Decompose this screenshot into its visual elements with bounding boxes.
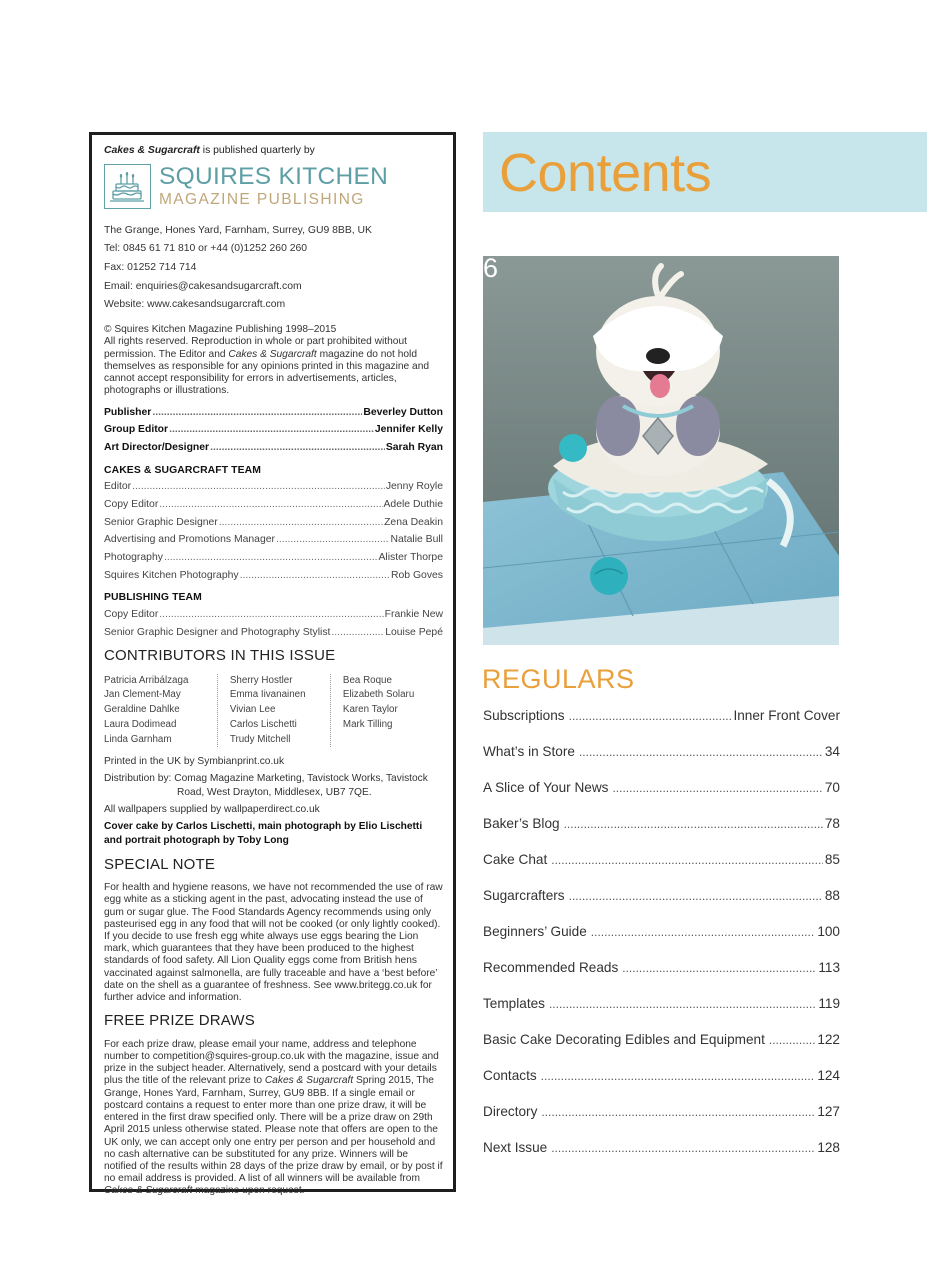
special-note-heading: SPECIAL NOTE	[104, 855, 216, 873]
contents-header-band	[483, 132, 927, 212]
toc-item[interactable]: Cake Chat ..... 85	[483, 852, 840, 888]
staff-row: Advertising and Promotions Manager ..... Natalie Bull	[104, 534, 443, 547]
prize-draws-body: For each prize draw, please email your name, address and telephone number to competition@squires-group.co.uk with the magazine, issue and prize in the subject header. Alternatively, send a postcard with your details plus the title of the relevant prize to Cakes & Sugarcraft Spring 2015, The Grange, Hones Yard, Farnham, Surrey, GU9 8BB. If a single email or postcard contains a request to enter more than one prize draw, it will be entered in the first draw specified only. There will be a prize draw on 29th April 2015 unless otherwise stated. Please note that offers are open to the UK only, we can accept only one entry per person and per household and no cash alternative can be substituted for any prize. Winners will be notified of the results within 28 days of the prize draw by email, or by post if no email address is provided. A list of all winners will be available from Cakes & Sugarcraft magazine upon request.	[104, 1038, 443, 1197]
contributors-column-1: Patricia Arribálzaga Jan Clement-May Geraldine Dahlke Laura Dodimead Linda Garnham	[104, 674, 189, 745]
toc-item[interactable]: Next Issue ..... 128	[483, 1140, 840, 1176]
page-title: Contents	[499, 143, 712, 203]
distribution: Distribution by: Comag Magazine Marketing, Tavistock Works, Tavistock Road, West Drayton, Middlesex, UB7 7QE.	[104, 773, 428, 798]
toc-item[interactable]: Sugarcrafters ..... 88	[483, 888, 840, 924]
toc-item[interactable]: Recommended Reads ..... 113	[483, 960, 840, 996]
toc-item[interactable]: Baker’s Blog ..... 78	[483, 816, 840, 852]
staff-row: Senior Graphic Designer and Photography Stylist ..... Louise Pepé	[104, 627, 443, 640]
fax: Fax: 01252 714 714	[104, 262, 197, 274]
contributors-column-3: Bea Roque Elizabeth Solaru Karen Taylor Mark Tilling	[330, 674, 443, 747]
contributors-column-2: Sherry Hostler Emma Iivanainen Vivian Lee Carlos Lischetti Trudy Mitchell	[217, 674, 330, 747]
contributors-heading: CONTRIBUTORS IN THIS ISSUE	[104, 647, 336, 665]
toc-item[interactable]: Directory ..... 127	[483, 1104, 840, 1140]
toc-item[interactable]: Basic Cake Decorating Edibles and Equipment ..... 122	[483, 1032, 840, 1068]
squires-kitchen-logo	[104, 164, 443, 209]
regulars-contents-list	[483, 708, 840, 1176]
printing-info	[104, 755, 443, 848]
telephone: Tel: 0845 61 71 810 or +44 (0)1252 260 260	[104, 243, 308, 255]
staff-row: Group Editor ..... Jennifer Kelly	[104, 424, 443, 437]
special-note-body: For health and hygiene reasons, we have not recommended the use of raw egg white as a sticking agent in the past, advocating instead the use of gum or sugar glue. The Food Standards Agency recommends using only pasteurised egg in any food that will not be cooked (or only lightly cooked). If you decide to use fresh egg white always use eggs bearing the Lion mark, which guarantees that they have been produced to the highest standards of food safety. All Lion Quality eggs come from British hens vaccinated against salmonella, are fully traceable and have a ‘best before’ date on the shell as a guarantee of freshness. See www.britegg.co.uk for further advice and information.	[104, 882, 443, 1004]
toc-item[interactable]: A Slice of Your News ..... 70	[483, 780, 840, 816]
copyright-notice: © Squires Kitchen Magazine Publishing 1998–2015 All rights reserved. Reproduction in whole or part prohibited without permission. The Editor and Cakes & Sugarcraft magazine do not hold themselves as responsible for any opinions printed in this magazine and cannot accept responsibility for errors in advertisements, articles, photographs or illustrations.	[104, 324, 430, 397]
staff-row: Art Director/Designer ..... Sarah Ryan	[104, 442, 443, 455]
publishing-team	[104, 592, 443, 639]
toc-item[interactable]: Templates ..... 119	[483, 996, 840, 1032]
prize-draws-heading: FREE PRIZE DRAWS	[104, 1012, 255, 1030]
magazine-title: Cakes & Sugarcraft	[104, 145, 200, 156]
wallpapers-credit: All wallpapers supplied by wallpaperdirect.co.uk	[104, 803, 320, 815]
printed-by: Printed in the UK by Symbianprint.co.uk	[104, 756, 285, 768]
cakes-sugarcraft-team	[104, 465, 443, 583]
regulars-heading: REGULARS	[482, 664, 635, 694]
publisher-intro: Cakes & Sugarcraft is published quarterly by	[104, 145, 315, 156]
cover-cake-photo[interactable]	[483, 256, 839, 645]
cover-credit: Cover cake by Carlos Lischetti, main photograph by Elio Lischetti and portrait photograph by Toby Long	[104, 821, 423, 846]
address: The Grange, Hones Yard, Farnham, Surrey, GU9 8BB, UK	[104, 224, 372, 236]
staff-row: Copy Editor ..... Adele Duthie	[104, 499, 443, 512]
email-address: Email: enquiries@cakesandsugarcraft.com	[104, 280, 302, 292]
toc-item[interactable]: Contacts ..... 124	[483, 1068, 840, 1104]
team-heading: PUBLISHING TEAM	[104, 592, 202, 604]
staff-row: Publisher ..... Beverley Dutton	[104, 407, 443, 420]
main-staff-list	[104, 407, 443, 455]
toc-item[interactable]: Beginners’ Guide ..... 100	[483, 924, 840, 960]
staff-row: Squires Kitchen Photography ..... Rob Goves	[104, 570, 443, 583]
toc-item[interactable]: Subscriptions ..... Inner Front Cover	[483, 708, 840, 744]
website: Website: www.cakesandsugarcraft.com	[104, 299, 286, 311]
staff-row: Editor ..... Jenny Royle	[104, 481, 443, 494]
staff-row: Copy Editor ..... Frankie New	[104, 609, 443, 622]
sheepdog-cake-illustration	[483, 256, 839, 645]
logo-line-1: SQUIRES KITCHEN	[159, 162, 389, 190]
cake-logo-icon	[104, 164, 151, 209]
logo-line-2: MAGAZINE PUBLISHING	[159, 191, 365, 209]
staff-row: Senior Graphic Designer ..... Zena Deakin	[104, 517, 443, 530]
toc-item[interactable]: What’s in Store ..... 34	[483, 744, 840, 780]
photo-page-number: 6	[483, 253, 499, 283]
staff-row: Photography ..... Alister Thorpe	[104, 552, 443, 565]
team-heading: CAKES & SUGARCRAFT TEAM	[104, 464, 262, 476]
contributors-list	[104, 674, 443, 747]
publisher-info-box	[89, 132, 456, 1197]
